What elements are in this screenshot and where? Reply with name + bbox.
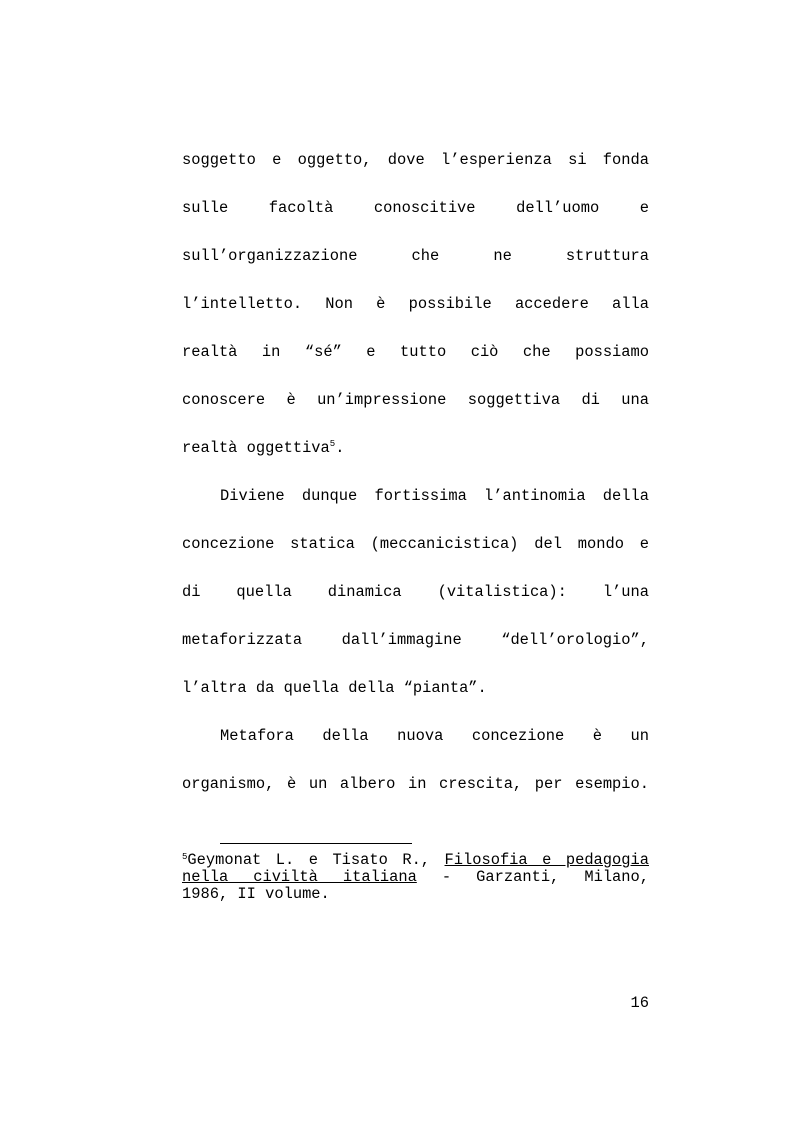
footnote-title: nella civiltà italiana [182,868,417,886]
footnote-line [182,869,649,886]
body-line: metaforizzata dall’immagine “dell’orologio”, [182,631,649,649]
body-line: l’intelletto. Non è possibile accedere alla [182,295,649,313]
page-number: 16 [630,994,649,1012]
body-line: Metafora della nuova concezione è un [220,727,649,745]
body-line: l’altra da quella della “pianta”. [182,679,487,697]
body-line: sulle facoltà conoscitive dell’uomo e [182,199,649,217]
footnote-title: Filosofia e pedagogia [444,851,649,869]
footnote-number: 5 [182,852,188,862]
body-line: organismo, è un albero in crescita, per esempio. [182,775,649,793]
body-line: sull’organizzazione che ne struttura [182,247,649,265]
footnote-authors: Geymonat L. e Tisato R., [187,851,431,869]
body-line: concezione statica (meccanicistica) del mondo e [182,535,649,553]
footnote-line [182,852,649,869]
footnote-publisher: - Garzanti, Milano, [441,868,649,886]
footnote-separator [220,843,412,844]
body-line: conoscere è un’impressione soggettiva di una [182,391,649,409]
body-line [182,438,649,458]
body-line: soggetto e oggetto, dove l’esperienza si fonda [182,151,649,169]
body-line: Diviene dunque fortissima l’antinomia della [220,487,649,505]
body-line-end: . [335,439,345,457]
body-line-text: realtà oggettiva [182,439,330,457]
body-line: di quella dinamica (vitalistica): l’una [182,583,649,601]
body-line: realtà in “sé” e tutto ciò che possiamo [182,343,649,361]
footnote-reference: 5 [329,439,336,449]
footnote-line: 1986, II volume. [182,885,330,903]
